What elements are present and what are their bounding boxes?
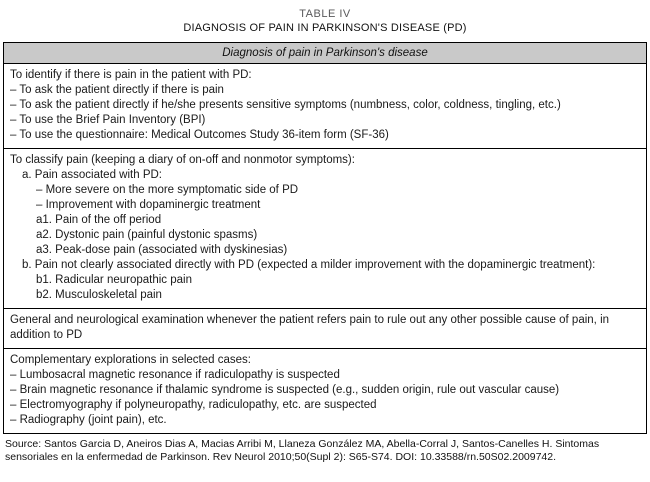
table-section — [4, 64, 646, 148]
table-line: a1. Pain of the off period — [36, 214, 162, 226]
source-note: Source: Santos Garcia D, Aneiros Dias A, Macias Arribi M, Llaneza González MA, Abella-Corral J, Santos-Canelles H. Sintomas sensoriales en la enfermedad de Parkinson. Rev Neurol 2010;50(Supl 2): S65-S74. DOI: 10.33588/rn.50S02.2009742. — [5, 438, 600, 463]
table-line: – To ask the patient directly if he/she presents sensitive symptoms (numbness, color, coldness, tingling, etc.) — [10, 99, 561, 111]
diagnosis-table — [3, 42, 647, 434]
table-section — [4, 348, 646, 433]
table-line: General and neurological examination whenever the patient refers pain to rule out any other possible cause of pain, in addition to PD — [10, 314, 610, 341]
table-line: a. Pain associated with PD: — [22, 169, 162, 181]
table-line: b. Pain not clearly associated directly with PD (expected a milder improvement with the dopaminergic treatment): — [22, 259, 596, 271]
table-section — [4, 308, 646, 348]
table-line: – To use the questionnaire: Medical Outcomes Study 36-item form (SF-36) — [10, 129, 389, 141]
table-section — [4, 148, 646, 308]
table-line: – To ask the patient directly if there is pain — [10, 84, 224, 96]
table-line: a3. Peak-dose pain (associated with dyskinesias) — [36, 244, 288, 256]
table-title: DIAGNOSIS OF PAIN IN PARKINSON'S DISEASE (PD) — [183, 22, 467, 34]
table-line: Complementary explorations in selected cases: — [10, 354, 251, 366]
table-line: – Radiography (joint pain), etc. — [10, 414, 167, 426]
table-body — [4, 64, 646, 433]
table-line: To identify if there is pain in the patient with PD: — [10, 69, 252, 81]
table-line: – Electromyography if polyneuropathy, radiculopathy, etc. are suspected — [10, 399, 377, 411]
table-caption — [3, 7, 647, 35]
table-line: b2. Musculoskeletal pain — [36, 289, 162, 301]
table-line: – Lumbosacral magnetic resonance if radiculopathy is suspected — [10, 369, 340, 381]
table-line: – To use the Brief Pain Inventory (BPI) — [10, 114, 206, 126]
table-header-row: Diagnosis of pain in Parkinson's disease — [4, 43, 646, 64]
table-line: a2. Dystonic pain (painful dystonic spasms) — [36, 229, 258, 241]
table-line: b1. Radicular neuropathic pain — [36, 274, 192, 286]
table-line: To classify pain (keeping a diary of on-off and nonmotor symptoms): — [10, 154, 355, 166]
table-line: – Brain magnetic resonance if thalamic syndrome is suspected (e.g., sudden origin, rule out vascular cause) — [10, 384, 560, 396]
table-line: – More severe on the more symptomatic side of PD — [36, 184, 299, 196]
table-line: – Improvement with dopaminergic treatment — [36, 199, 261, 211]
table-number: TABLE IV — [299, 8, 351, 20]
